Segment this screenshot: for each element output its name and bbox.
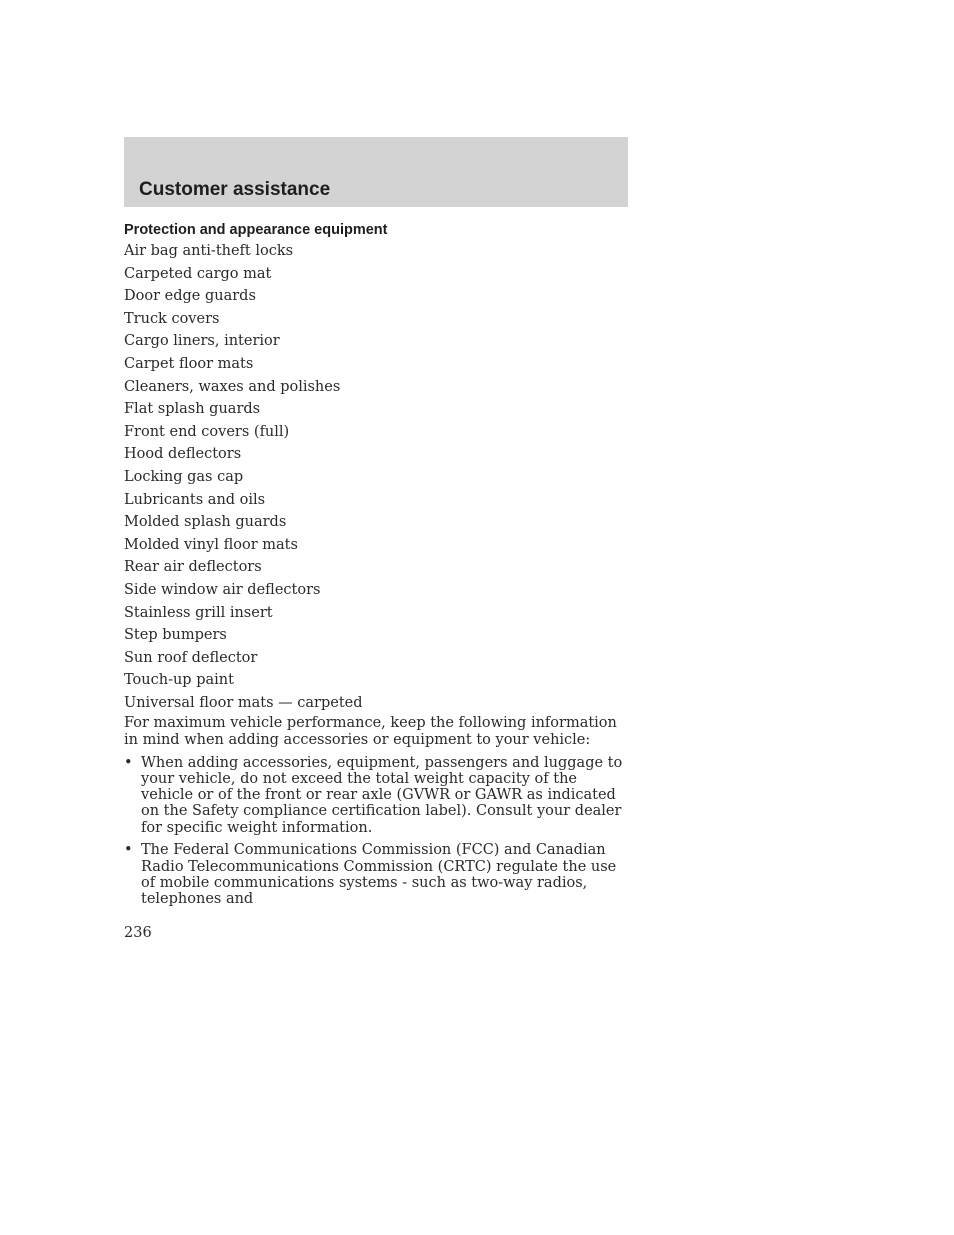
list-item: Air bag anti-theft locks — [124, 243, 294, 259]
list-item: Stainless grill insert — [124, 604, 273, 621]
page-content — [124, 221, 628, 914]
list-item: Door edge guards — [124, 288, 256, 305]
list-item: Carpeted cargo mat — [124, 265, 272, 282]
bullet-dot-icon: • — [124, 754, 133, 771]
list-item: Cargo liners, interior — [124, 333, 280, 350]
section-header-band — [124, 137, 628, 207]
bullet-text: When adding accessories, equipment, passengers and luggage to your vehicle, do not exceed the total weight capacity of the vehicle or of the front or rear axle (GVWR or GAWR as indicated on the Safety compliance certification label). Consult your dealer for specific weight information. — [141, 754, 623, 836]
list-item: Molded splash guards — [124, 514, 287, 531]
list-item: Universal floor mats — carpeted — [124, 694, 363, 711]
section-heading: Protection and appearance equipment — [124, 222, 388, 238]
bullet-dot-icon: • — [124, 842, 133, 859]
page-number: 236 — [124, 925, 152, 941]
bullet-item-weight — [124, 755, 628, 836]
list-item: Cleaners, waxes and polishes — [124, 378, 341, 395]
list-item: Truck covers — [124, 310, 220, 327]
intro-paragraph: For maximum vehicle performance, keep the following information in mind when adding accessories or equipment to your vehicle: — [124, 715, 617, 748]
list-item: Molded vinyl floor mats — [124, 536, 298, 553]
list-item: Front end covers (full) — [124, 423, 290, 440]
equipment-list — [124, 240, 628, 714]
list-item: Carpet floor mats — [124, 355, 254, 372]
list-item: Sun roof deflector — [124, 649, 258, 666]
list-item: Step bumpers — [124, 627, 227, 644]
list-item: Locking gas cap — [124, 468, 244, 485]
bullet-list — [124, 755, 628, 907]
chapter-title: Customer assistance — [139, 179, 331, 200]
list-item: Touch-up paint — [124, 672, 234, 689]
bullet-item-fcc — [124, 842, 628, 907]
list-item: Hood deflectors — [124, 446, 242, 463]
bullet-text: The Federal Communications Commission (FCC) and Canadian Radio Telecommunications Commission (CRTC) regulate the use of mobile communications systems - such as two-way radios, telephones and — [141, 842, 617, 907]
list-item: Side window air deflectors — [124, 581, 321, 598]
list-item: Flat splash guards — [124, 401, 261, 418]
list-item: Rear air deflectors — [124, 559, 262, 576]
list-item: Lubricants and oils — [124, 491, 266, 508]
